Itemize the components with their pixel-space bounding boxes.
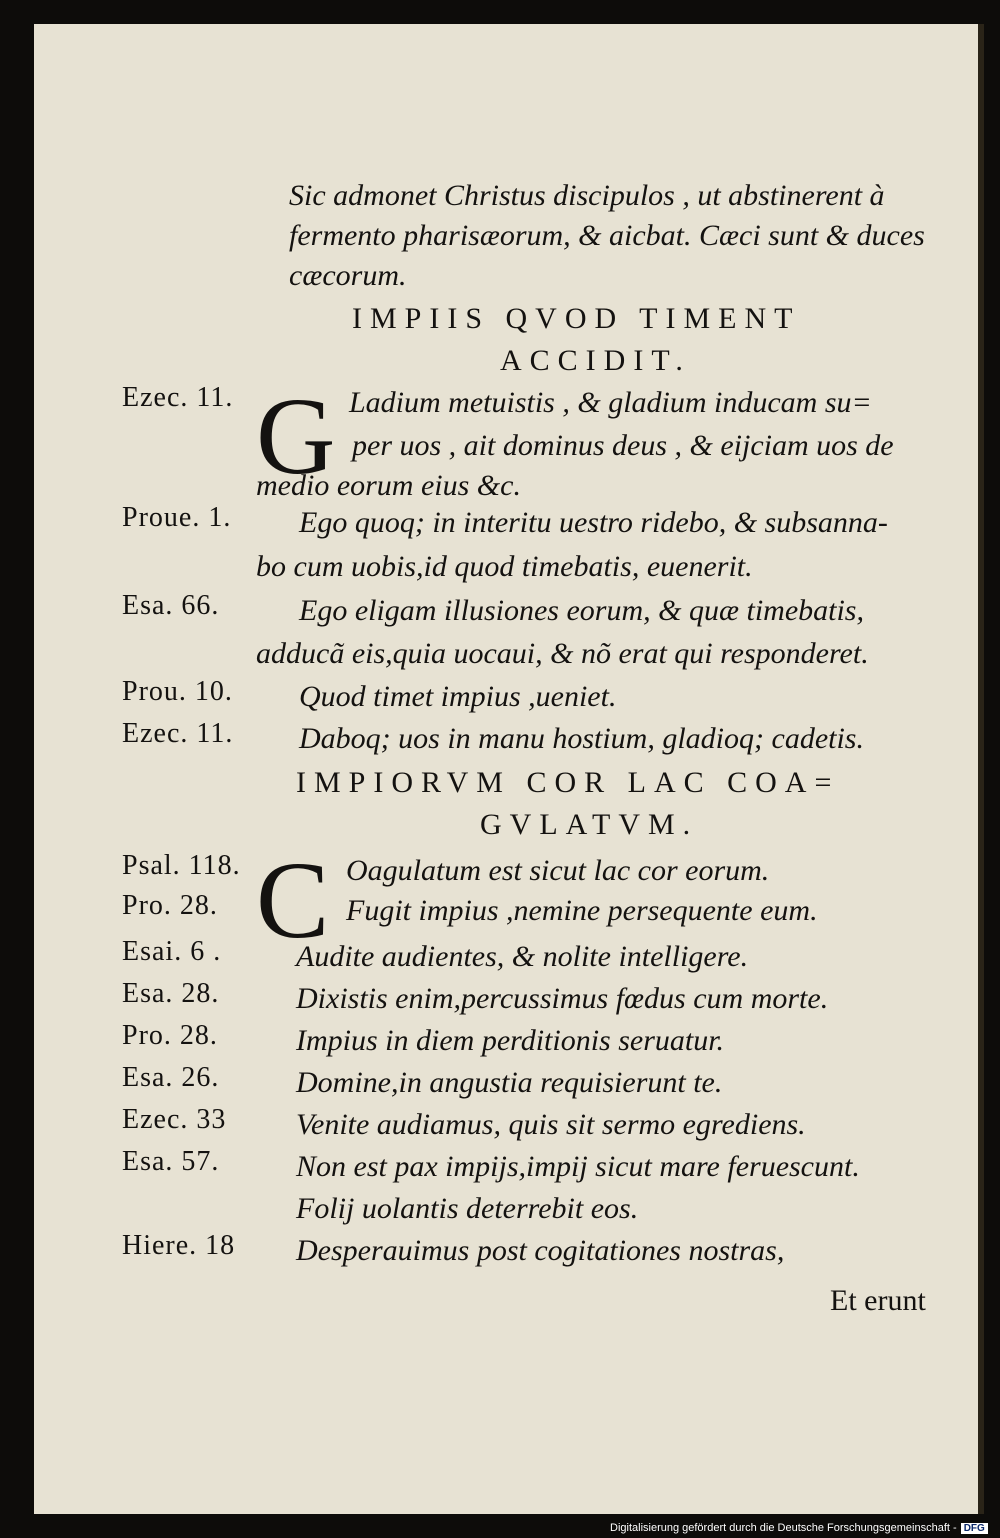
dfg-logo: DFG bbox=[961, 1523, 988, 1534]
section2-text-10: Desperauimus post cogitationes nostras, bbox=[296, 1234, 785, 1267]
section2-heading-line2: GVLATVM. bbox=[480, 808, 699, 841]
section1-drop-initial: G bbox=[256, 375, 336, 497]
page-text bbox=[34, 24, 978, 1514]
section2-text-8: Non est pax impijs,impij sicut mare feruescunt. bbox=[296, 1150, 860, 1183]
intro-line-1: Sic admonet Christus discipulos , ut abstinerent à bbox=[289, 179, 885, 212]
section2-heading-line1: IMPIORVM COR LAC COA= bbox=[296, 766, 840, 799]
section1-heading-line1: IMPIIS QVOD TIMENT bbox=[352, 302, 801, 335]
section1-ref-4: Proue. 1. bbox=[122, 502, 232, 533]
section2-ref-4: Esa. 28. bbox=[122, 978, 220, 1009]
section1-heading-line2: ACCIDIT. bbox=[500, 344, 691, 377]
section2-text-7: Venite audiamus, quis sit sermo egrediens. bbox=[296, 1108, 806, 1141]
section1-ref-9: Ezec. 11. bbox=[122, 718, 234, 749]
section2-ref-10: Hiere. 18 bbox=[122, 1230, 236, 1261]
catchword: Et erunt bbox=[830, 1284, 926, 1317]
section1-text-8: Quod timet impius ,ueniet. bbox=[299, 680, 617, 713]
section2-ref-7: Ezec. 33 bbox=[122, 1104, 227, 1135]
section1-ref-1: Ezec. 11. bbox=[122, 382, 234, 413]
section1-ref-8: Prou. 10. bbox=[122, 676, 233, 707]
section2-text-5: Impius in diem perditionis seruatur. bbox=[296, 1024, 725, 1057]
section2-text-6: Domine,in angustia requisierunt te. bbox=[296, 1066, 723, 1099]
section1-ref-6: Esa. 66. bbox=[122, 590, 220, 621]
section2-ref-2: Pro. 28. bbox=[122, 890, 218, 921]
section2-ref-3: Esai. 6 . bbox=[122, 936, 222, 967]
book-page bbox=[34, 24, 984, 1514]
section1-text-4: Ego quoq; in interitu uestro ridebo, & subsanna- bbox=[299, 506, 888, 539]
section2-ref-1: Psal. 118. bbox=[122, 850, 241, 881]
section1-text-5: bo cum uobis,id quod timebatis, euenerit. bbox=[256, 550, 753, 583]
intro-line-2: fermento pharisæorum, & aicbat. Cæci sunt & duces bbox=[289, 219, 925, 252]
section1-text-2: per uos , ait dominus deus , & eijciam uos de bbox=[352, 429, 894, 462]
digitization-credit bbox=[610, 1522, 988, 1534]
section2-text-2: Fugit impius ,nemine persequente eum. bbox=[346, 894, 818, 927]
section2-ref-5: Pro. 28. bbox=[122, 1020, 218, 1051]
section1-text-7: adducã eis,quia uocaui, & nõ erat qui responderet. bbox=[256, 637, 869, 670]
section1-text-3: medio eorum eius &c. bbox=[256, 469, 521, 502]
section2-ref-6: Esa. 26. bbox=[122, 1062, 220, 1093]
section2-ref-8: Esa. 57. bbox=[122, 1146, 220, 1177]
section2-text-9: Folij uolantis deterrebit eos. bbox=[296, 1192, 639, 1225]
section2-text-1: Oagulatum est sicut lac cor eorum. bbox=[346, 854, 770, 887]
section1-text-6: Ego eligam illusiones eorum, & quæ timebatis, bbox=[299, 594, 864, 627]
credit-text: Digitalisierung gefördert durch die Deutsche Forschungsgemeinschaft - bbox=[610, 1522, 957, 1534]
section2-text-3: Audite audientes, & nolite intelligere. bbox=[296, 940, 749, 973]
section2-drop-initial: C bbox=[256, 839, 330, 961]
intro-line-3: cæcorum. bbox=[289, 259, 407, 292]
section2-text-4: Dixistis enim,percussimus fœdus cum morte. bbox=[296, 982, 829, 1015]
section1-text-1: Ladium metuistis , & gladium inducam su= bbox=[349, 386, 872, 419]
section1-text-9: Daboq; uos in manu hostium, gladioq; cadetis. bbox=[299, 722, 864, 755]
